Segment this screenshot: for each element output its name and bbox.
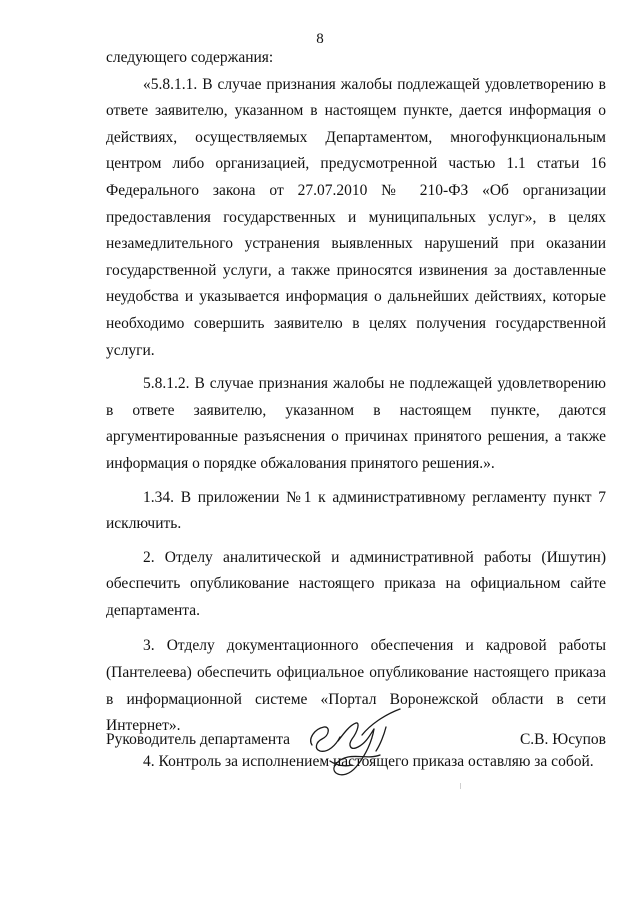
paragraph-5-8-1-1: «5.8.1.1. В случае признания жалобы подлежащей удовлетворению в ответе заявителю, указанном в настоящем пункте, дается информация о действиях, осуществляемых Департаментом, многофункциональным центром либо организацией, предусмотренной частью 1.1 статьи 16 Федерального закона от 27.07.2010 № 210-ФЗ «Об организации предоставления государственных и муниципальных услуг», в целях незамедлительного устранения выявленных нарушений при оказании государственной услуги, а также приносятся извинения за доставленные неудобства и указывается информация о дальнейших действиях, которые необходимо совершить заявителю в целях получения государственной услуги. (106, 75, 606, 359)
signatory-name: С.В. Юсупов (519, 731, 606, 748)
paragraph-1-34: 1.34. В приложении №1 к административному регламенту пункт 7 исключить. (106, 488, 606, 533)
paragraph-5-8-1-2: 5.8.1.2. В случае признания жалобы не подлежащей удовлетворению в ответе заявителю, указанном в настоящем пункте, даются аргументированные разъяснения о причинах принятого решения, а также информация о порядке обжалования принятого решения.». (106, 375, 606, 472)
paragraph-item-4: 4. Контроль за исполнением настоящего приказа оставляю за собой. (143, 752, 594, 770)
intro-line: следующего содержания: (106, 49, 274, 66)
document-body (106, 45, 606, 775)
scan-artifact (460, 783, 461, 789)
paragraph-item-2: 2. Отделу аналитической и административной работы (Ишутин) обеспечить опубликование настоящего приказа на официальном сайте департамента. (106, 548, 606, 619)
handwritten-signature (300, 705, 410, 780)
signatory-title: Руководитель департамента (106, 731, 291, 748)
page-number: 8 (316, 31, 324, 47)
paragraph-item-3: 3. Отделу документационного обеспечения и кадровой работы (Пантелеева) обеспечить официальное опубликование настоящего приказа в информационной системе «Портал Воронежской области в сети Интернет». (106, 637, 606, 735)
